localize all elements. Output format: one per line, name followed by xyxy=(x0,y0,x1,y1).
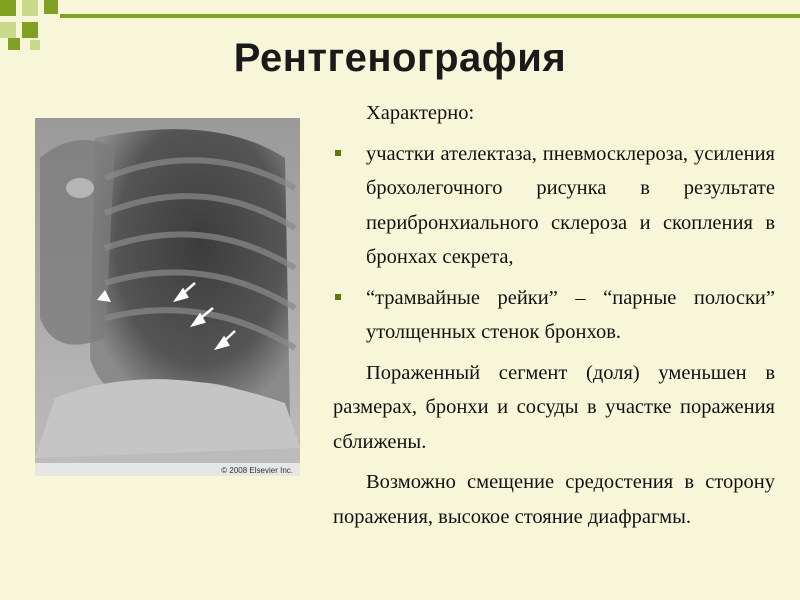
bullet-icon xyxy=(335,294,341,300)
body-paragraph: Пораженный сегмент (доля) уменьшен в размерах, бронхи и сосуды в участке поражения сближены. xyxy=(333,361,775,453)
slide-title: Рентгенография xyxy=(233,36,567,80)
header-rule xyxy=(60,14,800,18)
image-copyright: © 2008 Elsevier Inc. xyxy=(221,466,293,475)
bullet-text: участки ателектаза, пневмосклероза, усиления брохолегочного рисунка в результате перибронхиального склероза и скопления в бронхах секрета, xyxy=(366,142,775,268)
intro-text: Характерно: xyxy=(366,102,475,124)
bullet-icon xyxy=(335,150,341,156)
list-item xyxy=(333,281,775,350)
slide-body xyxy=(333,96,775,534)
list-item xyxy=(333,137,775,275)
bullet-text: “трамвайные рейки” – “парные полоски” утолщенных стенок бронхов. xyxy=(366,286,775,343)
xray-image xyxy=(35,118,300,476)
body-paragraph: Возможно смещение средостения в сторону поражения, высокое стояние диафрагмы. xyxy=(333,471,775,528)
